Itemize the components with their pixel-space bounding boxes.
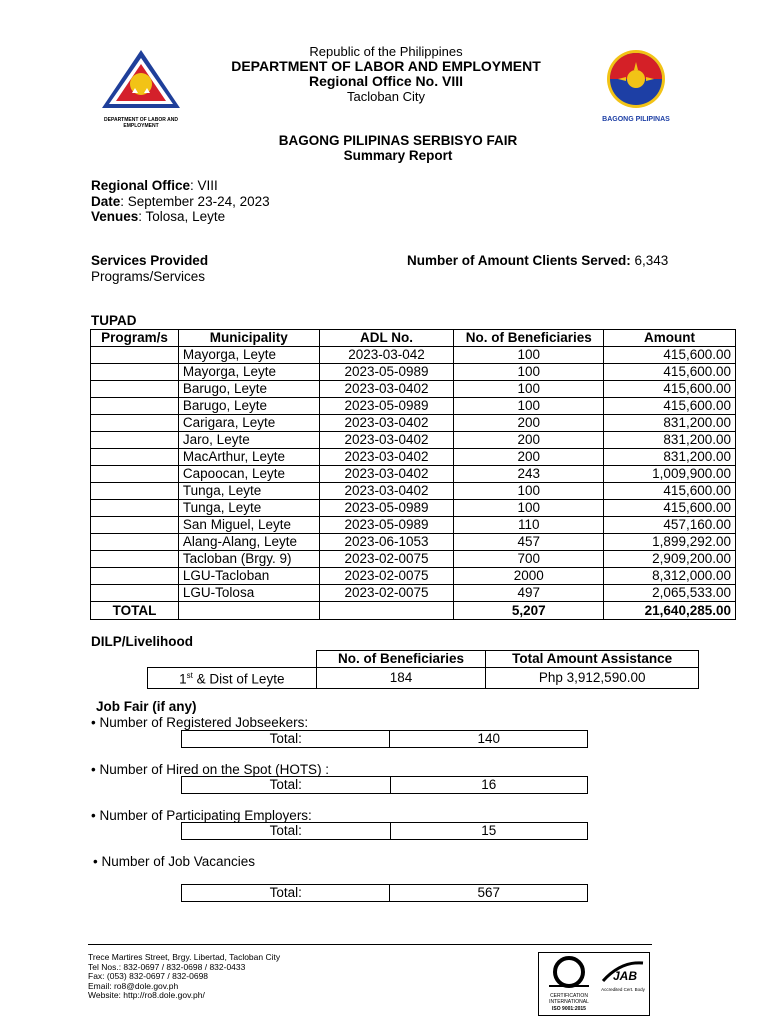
tupad-cell-beneficiaries: 700 bbox=[454, 551, 604, 568]
tupad-cell-municipality: Barugo, Leyte bbox=[178, 398, 319, 415]
dilp-row bbox=[148, 668, 699, 689]
dole-triangle-icon bbox=[98, 46, 184, 112]
dilp-col-empty bbox=[148, 651, 317, 668]
tupad-cell-amount: 831,200.00 bbox=[604, 432, 736, 449]
tupad-cell-beneficiaries: 100 bbox=[454, 381, 604, 398]
footer-address: Trece Martires Street, Brgy. Libertad, Tacloban City bbox=[88, 952, 281, 962]
table-row bbox=[91, 534, 736, 551]
vacancies-total-label: Total: bbox=[182, 885, 390, 902]
tupad-cell-adl: 2023-06-1053 bbox=[319, 534, 454, 551]
iso-text: ISO 9001:2015 bbox=[552, 1006, 586, 1012]
tupad-cell-adl: 2023-05-0989 bbox=[319, 500, 454, 517]
footer-contact bbox=[88, 953, 280, 1001]
tupad-col-amount: Amount bbox=[604, 330, 736, 347]
tupad-cell-amount: 831,200.00 bbox=[604, 449, 736, 466]
footer-website: Website: http://ro8.dole.gov.ph/ bbox=[88, 990, 205, 1000]
tupad-cell-program bbox=[91, 483, 179, 500]
tupad-cell-municipality: Tacloban (Brgy. 9) bbox=[178, 551, 319, 568]
tupad-total-amount: 21,640,285.00 bbox=[604, 602, 736, 620]
tupad-cell-amount: 415,600.00 bbox=[604, 381, 736, 398]
table-row bbox=[91, 517, 736, 534]
tupad-cell-program bbox=[91, 568, 179, 585]
tupad-col-adl: ADL No. bbox=[319, 330, 454, 347]
employers-label: • Number of Participating Employers: bbox=[91, 808, 312, 823]
tupad-cell-municipality: Capoocan, Leyte bbox=[178, 466, 319, 483]
dilp-row-label-text: & Dist of Leyte bbox=[192, 671, 285, 687]
report-title-line2: Summary Report bbox=[343, 148, 453, 163]
hots-total-label: Total: bbox=[182, 777, 391, 794]
tupad-cell-adl: 2023-03-0402 bbox=[319, 449, 454, 466]
table-row bbox=[91, 500, 736, 517]
tupad-cell-program bbox=[91, 585, 179, 602]
registered-table bbox=[181, 730, 588, 748]
footer-tel: Tel Nos.: 832-0697 / 832-0698 / 832-0433 bbox=[88, 961, 246, 972]
date-value: : September 23-24, 2023 bbox=[120, 193, 270, 209]
tupad-cell-beneficiaries: 200 bbox=[454, 432, 604, 449]
tupad-cell-program bbox=[91, 449, 179, 466]
dilp-amount: Php 3,912,590.00 bbox=[486, 668, 699, 689]
clients-served-label: Number of Amount Clients Served: bbox=[407, 253, 631, 268]
tupad-cell-adl: 2023-03-0402 bbox=[319, 432, 454, 449]
tupad-cell-beneficiaries: 2000 bbox=[454, 568, 604, 585]
tupad-table bbox=[90, 329, 736, 620]
tupad-cell-municipality: LGU-Tolosa bbox=[178, 585, 319, 602]
report-title-line1: BAGONG PILIPINAS SERBISYO FAIR bbox=[278, 133, 518, 148]
tupad-cell-municipality: San Miguel, Leyte bbox=[178, 517, 319, 534]
tupad-cell-beneficiaries: 100 bbox=[454, 483, 604, 500]
employers-total-value: 15 bbox=[390, 823, 588, 840]
table-row bbox=[91, 466, 736, 483]
tupad-cell-amount: 831,200.00 bbox=[604, 415, 736, 432]
tupad-cell-program bbox=[91, 415, 179, 432]
dilp-table bbox=[147, 650, 699, 689]
table-row bbox=[91, 449, 736, 466]
tupad-cell-adl: 2023-03-0402 bbox=[319, 483, 454, 500]
tupad-cell-amount: 415,600.00 bbox=[604, 398, 736, 415]
tupad-cell-program bbox=[91, 347, 179, 364]
tupad-total-row bbox=[91, 602, 736, 620]
report-title bbox=[200, 133, 596, 163]
tupad-cell-amount: 8,312,000.00 bbox=[604, 568, 736, 585]
tupad-cell-beneficiaries: 100 bbox=[454, 347, 604, 364]
venues-row bbox=[91, 209, 270, 225]
regional-office-row bbox=[91, 178, 270, 194]
bagong-pilipinas-logo bbox=[588, 48, 684, 122]
vacancies-label: • Number of Job Vacancies bbox=[93, 854, 256, 869]
employers-total-label: Total: bbox=[182, 823, 391, 840]
footer-fax: Fax: (053) 832-0697 / 832-0698 bbox=[88, 971, 209, 981]
tupad-cell-municipality: Mayorga, Leyte bbox=[178, 347, 319, 364]
republic-text: Republic of the Philippines bbox=[309, 44, 463, 59]
tupad-cell-program bbox=[91, 364, 179, 381]
tupad-cell-beneficiaries: 497 bbox=[454, 585, 604, 602]
tupad-cell-adl: 2023-05-0989 bbox=[319, 398, 454, 415]
hots-table bbox=[181, 776, 588, 794]
tupad-cell-program bbox=[91, 381, 179, 398]
tupad-cell-adl: 2023-02-0075 bbox=[319, 585, 454, 602]
date-label: Date bbox=[91, 193, 121, 209]
dilp-row-label bbox=[148, 668, 317, 689]
table-row bbox=[91, 585, 736, 602]
dilp-header-row bbox=[148, 651, 699, 668]
tupad-total-empty bbox=[319, 602, 454, 620]
dole-logo bbox=[98, 46, 184, 129]
clients-served-value: 6,343 bbox=[630, 253, 669, 268]
table-row bbox=[91, 568, 736, 585]
jab-text: JAB bbox=[613, 969, 638, 983]
table-row bbox=[91, 364, 736, 381]
vacancies-row bbox=[182, 885, 588, 902]
services-block bbox=[91, 253, 208, 285]
tupad-cell-amount: 415,600.00 bbox=[604, 483, 736, 500]
table-row bbox=[91, 398, 736, 415]
bagong-pilipinas-emblem-icon bbox=[588, 48, 684, 110]
tupad-cell-beneficiaries: 457 bbox=[454, 534, 604, 551]
tupad-cell-beneficiaries: 100 bbox=[454, 500, 604, 517]
tupad-cell-beneficiaries: 200 bbox=[454, 415, 604, 432]
table-row bbox=[91, 551, 736, 568]
tupad-cell-program bbox=[91, 517, 179, 534]
table-row bbox=[91, 432, 736, 449]
vacancies-table bbox=[181, 884, 588, 902]
tupad-cell-beneficiaries: 100 bbox=[454, 364, 604, 381]
tupad-total-label: TOTAL bbox=[91, 602, 179, 620]
certification-badge bbox=[538, 952, 650, 1016]
hots-total-value: 16 bbox=[390, 777, 588, 794]
tupad-cell-program bbox=[91, 551, 179, 568]
services-label: Services Provided bbox=[91, 253, 209, 268]
tupad-cell-amount: 415,600.00 bbox=[604, 500, 736, 517]
tupad-cell-amount: 2,909,200.00 bbox=[604, 551, 736, 568]
footer-email: Email: ro8@dole.gov.ph bbox=[88, 980, 179, 991]
tupad-cell-adl: 2023-02-0075 bbox=[319, 551, 454, 568]
tupad-cell-adl: 2023-03-0402 bbox=[319, 466, 454, 483]
info-block bbox=[91, 178, 270, 225]
employers-row bbox=[182, 823, 588, 840]
footer-divider bbox=[88, 944, 652, 945]
tupad-cell-adl: 2023-05-0989 bbox=[319, 517, 454, 534]
tupad-cell-program bbox=[91, 432, 179, 449]
dilp-col-amount: Total Amount Assistance bbox=[486, 651, 699, 668]
venues-value: : Tolosa, Leyte bbox=[138, 209, 226, 224]
services-sub-label: Programs/Services bbox=[91, 269, 206, 284]
tupad-cell-amount: 2,065,533.00 bbox=[604, 585, 736, 602]
tupad-col-municipality: Municipality bbox=[178, 330, 319, 347]
tupad-cell-amount: 415,600.00 bbox=[604, 364, 736, 381]
dilp-row-label-num: 1 bbox=[179, 671, 187, 687]
tupad-cell-program bbox=[91, 534, 179, 551]
employers-table bbox=[181, 822, 588, 840]
tupad-cell-adl: 2023-03-0402 bbox=[319, 381, 454, 398]
dole-logo-caption: DEPARTMENT OF LABOR AND EMPLOYMENT bbox=[104, 117, 178, 129]
regional-office-label: Regional Office bbox=[91, 178, 191, 193]
tupad-cell-municipality: LGU-Tacloban bbox=[178, 568, 319, 585]
clients-served bbox=[407, 253, 668, 269]
registered-total-value: 140 bbox=[390, 731, 588, 748]
header-block bbox=[184, 44, 588, 104]
tupad-total-empty bbox=[178, 602, 319, 620]
regional-office-name: Regional Office No. VIII bbox=[308, 73, 464, 89]
tupad-total-beneficiaries: 5,207 bbox=[454, 602, 604, 620]
tupad-cell-program bbox=[91, 466, 179, 483]
tupad-cell-beneficiaries: 243 bbox=[454, 466, 604, 483]
tupad-cell-municipality: Tunga, Leyte bbox=[178, 483, 319, 500]
registered-total-label: Total: bbox=[182, 731, 390, 748]
tupad-cell-amount: 415,600.00 bbox=[604, 347, 736, 364]
department-name: DEPARTMENT OF LABOR AND EMPLOYMENT bbox=[231, 58, 541, 74]
tupad-cell-municipality: Alang-Alang, Leyte bbox=[178, 534, 319, 551]
registered-label: • Number of Registered Jobseekers: bbox=[91, 715, 309, 730]
tupad-cell-municipality: MacArthur, Leyte bbox=[178, 449, 319, 466]
tupad-cell-municipality: Mayorga, Leyte bbox=[178, 364, 319, 381]
tupad-col-program: Program/s bbox=[91, 330, 179, 347]
regional-office-value: : VIII bbox=[190, 178, 218, 193]
dilp-col-beneficiaries: No. of Beneficiaries bbox=[316, 651, 486, 668]
tupad-title: TUPAD bbox=[91, 313, 137, 328]
tupad-cell-municipality: Jaro, Leyte bbox=[178, 432, 319, 449]
bagong-pilipinas-caption: BAGONG PILIPINAS bbox=[602, 116, 670, 123]
tupad-header-row bbox=[91, 330, 736, 347]
tupad-cell-adl: 2023-05-0989 bbox=[319, 364, 454, 381]
table-row bbox=[91, 483, 736, 500]
dilp-row-label-sup: st bbox=[186, 671, 193, 680]
tupad-cell-adl: 2023-02-0075 bbox=[319, 568, 454, 585]
tupad-cell-beneficiaries: 110 bbox=[454, 517, 604, 534]
jab-sub-text: Accredited Cert. Body bbox=[601, 987, 645, 992]
tupad-cell-amount: 1,899,292.00 bbox=[604, 534, 736, 551]
date-row bbox=[91, 194, 270, 210]
table-row bbox=[91, 381, 736, 398]
vacancies-total-value: 567 bbox=[390, 885, 588, 902]
table-row bbox=[91, 347, 736, 364]
table-row bbox=[91, 415, 736, 432]
tupad-cell-program bbox=[91, 398, 179, 415]
registered-row bbox=[182, 731, 588, 748]
tupad-cell-beneficiaries: 100 bbox=[454, 398, 604, 415]
cert-text: CERTIFICATION INTERNATIONAL bbox=[549, 993, 589, 1005]
city-text: Tacloban City bbox=[346, 89, 426, 104]
tupad-cell-beneficiaries: 200 bbox=[454, 449, 604, 466]
venues-label: Venues bbox=[91, 209, 139, 224]
hots-row bbox=[182, 777, 588, 794]
tupad-col-beneficiaries: No. of Beneficiaries bbox=[454, 330, 604, 347]
tupad-cell-amount: 1,009,900.00 bbox=[604, 466, 736, 483]
tupad-cell-adl: 2023-03-042 bbox=[319, 347, 454, 364]
dilp-title: DILP/Livelihood bbox=[91, 634, 194, 649]
dilp-beneficiaries: 184 bbox=[316, 668, 486, 689]
tupad-cell-municipality: Carigara, Leyte bbox=[178, 415, 319, 432]
tupad-cell-adl: 2023-03-0402 bbox=[319, 415, 454, 432]
hots-label: • Number of Hired on the Spot (HOTS) : bbox=[91, 762, 330, 777]
tupad-cell-amount: 457,160.00 bbox=[604, 517, 736, 534]
tupad-cell-municipality: Barugo, Leyte bbox=[178, 381, 319, 398]
certification-international-icon bbox=[545, 955, 593, 995]
tupad-cell-municipality: Tunga, Leyte bbox=[178, 500, 319, 517]
tupad-cell-program bbox=[91, 500, 179, 517]
job-fair-title: Job Fair (if any) bbox=[96, 699, 197, 714]
